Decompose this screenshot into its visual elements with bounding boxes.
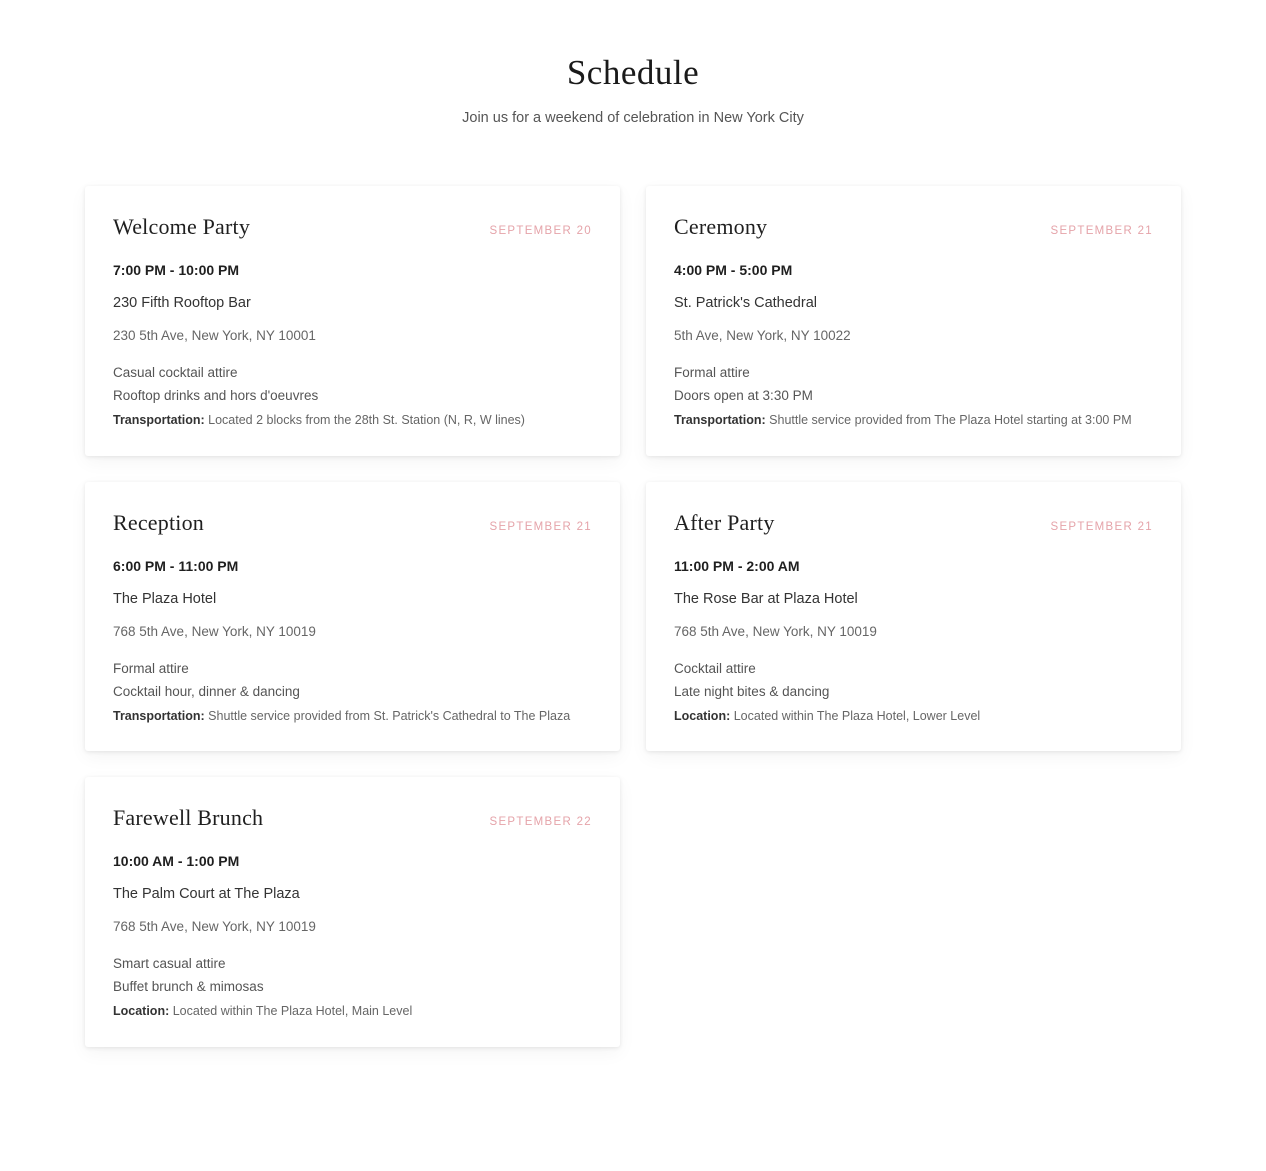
event-address: 5th Ave, New York, NY 10022 [674, 328, 851, 343]
event-details: Late night bites & dancing [674, 683, 830, 699]
event-attire: Casual cocktail attire [113, 365, 238, 380]
event-time: 6:00 PM - 11:00 PM [113, 557, 239, 574]
event-date: SEPTEMBER 21 [489, 520, 592, 533]
event-time: 11:00 PM - 2:00 AM [674, 557, 800, 574]
event-details: Buffet brunch & mimosas [113, 979, 264, 994]
grid-spacer [646, 777, 1181, 1047]
event-note-label: Transportation: [113, 708, 205, 723]
event-note-text: Located 2 blocks from the 28th St. Station (N, R, W lines) [208, 413, 525, 427]
event-card [646, 186, 1181, 456]
event-address: 768 5th Ave, New York, NY 10019 [113, 919, 316, 934]
event-card [85, 482, 620, 752]
event-note-text: Shuttle service provided from St. Patrick's Cathedral to The Plaza [208, 708, 571, 723]
event-note [113, 412, 592, 430]
event-card [85, 186, 620, 456]
event-note-text: Shuttle service provided from The Plaza Hotel starting at 3:00 PM [769, 413, 1132, 427]
event-date: SEPTEMBER 21 [1050, 520, 1153, 533]
event-date: SEPTEMBER 22 [489, 816, 592, 828]
event-venue: The Rose Bar at Plaza Hotel [674, 590, 858, 607]
event-name: After Party [674, 509, 775, 535]
event-note [113, 1003, 592, 1021]
event-address: 230 5th Ave, New York, NY 10001 [113, 328, 316, 343]
event-details: Rooftop drinks and hors d'oeuvres [113, 388, 319, 403]
event-venue: 230 Fifth Rooftop Bar [113, 295, 251, 311]
event-card-header [113, 805, 592, 831]
event-card-header [674, 214, 1153, 240]
event-attire: Formal attire [674, 365, 750, 380]
event-note-label: Location: [113, 1004, 170, 1018]
page-subtitle: Join us for a weekend of celebration in New York City [462, 110, 804, 126]
event-time: 7:00 PM - 10:00 PM [113, 262, 240, 278]
event-venue: The Plaza Hotel [113, 590, 217, 607]
event-card [85, 777, 620, 1047]
event-note [674, 708, 1153, 726]
event-date: SEPTEMBER 21 [1050, 225, 1153, 237]
event-name: Reception [113, 509, 204, 535]
event-card-header [113, 510, 592, 536]
schedule-card-grid [85, 186, 1181, 1047]
event-note-label: Transportation: [113, 413, 205, 427]
event-attire: Formal attire [113, 660, 189, 676]
event-note [674, 412, 1153, 430]
event-date: SEPTEMBER 20 [489, 225, 592, 237]
event-card-header [113, 214, 592, 240]
event-address: 768 5th Ave, New York, NY 10019 [674, 623, 877, 639]
event-note [113, 708, 592, 726]
event-name: Farewell Brunch [113, 805, 264, 830]
event-venue: St. Patrick's Cathedral [674, 295, 817, 311]
event-attire: Smart casual attire [113, 956, 226, 971]
event-name: Welcome Party [113, 214, 251, 239]
event-card-header [674, 510, 1153, 536]
event-details: Cocktail hour, dinner & dancing [113, 683, 300, 699]
event-details: Doors open at 3:30 PM [674, 388, 813, 403]
event-time: 10:00 AM - 1:00 PM [113, 853, 240, 869]
event-attire: Cocktail attire [674, 660, 756, 676]
event-note-label: Transportation: [674, 413, 766, 427]
event-card [646, 482, 1181, 752]
event-note-text: Located within The Plaza Hotel, Main Level [172, 1004, 413, 1018]
event-address: 768 5th Ave, New York, NY 10019 [113, 623, 316, 639]
page-title: Schedule [566, 53, 700, 92]
event-venue: The Palm Court at The Plaza [113, 886, 300, 902]
event-name: Ceremony [674, 214, 768, 239]
event-note-label: Location: [674, 708, 731, 723]
page-header [0, 52, 1266, 126]
event-time: 4:00 PM - 5:00 PM [674, 262, 793, 278]
event-note-text: Located within The Plaza Hotel, Lower Level [733, 708, 981, 723]
